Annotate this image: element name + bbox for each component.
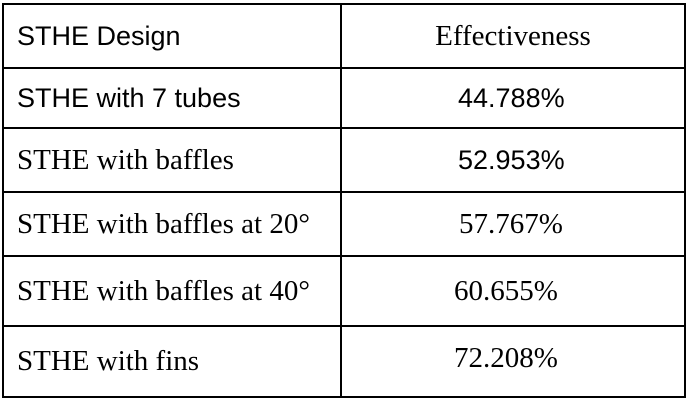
table-row-effectiveness: 52.953% [458, 144, 565, 175]
table-row-design: STHE with 7 tubes [17, 82, 241, 113]
table-row-design: STHE with baffles at 20° [17, 207, 310, 240]
header-cell-design: STHE Design [17, 20, 181, 51]
table-row-effectiveness: 57.767% [459, 207, 563, 240]
table-row-effectiveness: 72.208% [454, 342, 558, 374]
header-cell-effectiveness: Effectiveness [435, 19, 591, 52]
table-row-design: STHE with baffles at 40° [17, 274, 310, 307]
table-row-effectiveness: 60.655% [454, 274, 558, 307]
table-row-design: STHE with fins [17, 345, 200, 377]
table-row-effectiveness: 44.788% [458, 82, 565, 113]
table-row-design: STHE with baffles [17, 143, 234, 176]
